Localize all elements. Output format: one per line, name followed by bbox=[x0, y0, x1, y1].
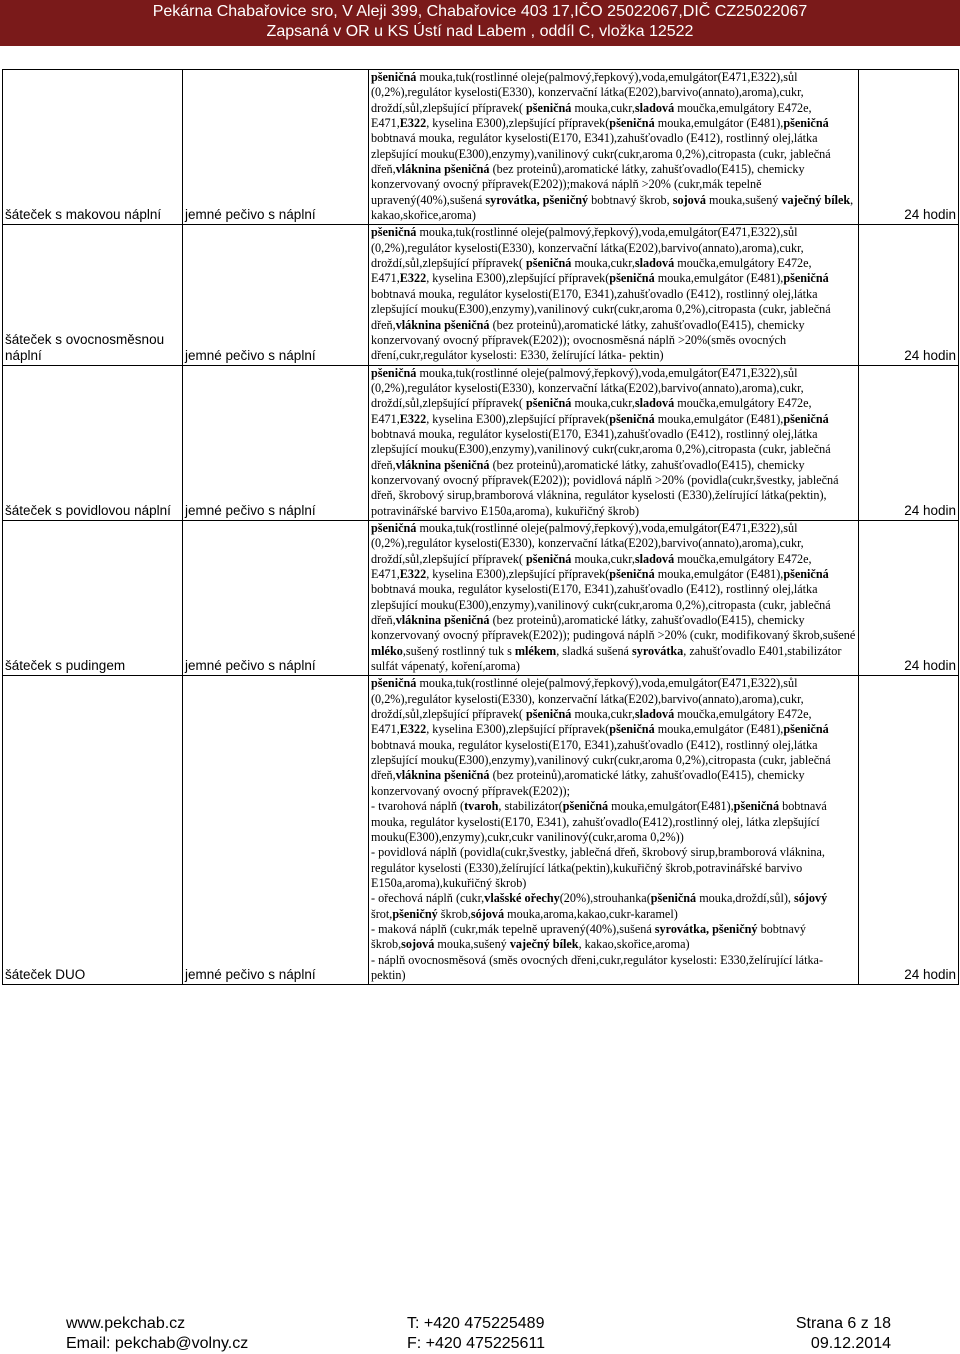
product-composition: pšeničná mouka,tuk(rostlinné oleje(palmový,řepkový),voda,emulgátor(E471,E322),sůl (0,2%),regulátor kyselosti(E330), konzervační látka(E202),barvivo(annato),aroma),cukr, droždí,sůl,zlepšující přípravek( pšeničná mouka,cukr,sladová moučka,emulgátory E472e, E471,E322, kyselina E300),zlepšující přípravek(pšeničná mouka,emulgátor (E481),pšeničná bobtnavá mouka, regulátor kyselosti(E170, E341),zahušťovadlo (E412), rostlinný olej,látka zlepšující mouku(E300),enzymy),vanilinový cukr(cukr,aroma 0,2%),citropasta (cukr, jablečná dřeň,vláknina pšeničná (bez proteinů),aromatické látky, zahušťovadlo(E415), chemicky konzervovaný ovocný přípravek(E202)); pudingová náplň >20% (cukr, modifikovaný škrob,sušené mléko,sušený rostlinný tuk s mlékem, sladká sušená syrovátka, zahušťovadlo E401,stabilizátor sulfát vápenatý, koření,aroma) bbox=[369, 520, 859, 675]
product-shelf-life: 24 hodin bbox=[859, 70, 959, 225]
product-row bbox=[3, 676, 959, 985]
footer-website: www.pekchab.cz bbox=[66, 1315, 186, 1332]
product-shelf-life: 24 hodin bbox=[859, 365, 959, 520]
product-composition: pšeničná mouka,tuk(rostlinné oleje(palmový,řepkový),voda,emulgátor(E471,E322),sůl (0,2%),regulátor kyselosti(E330), konzervační látka(E202),barvivo(annato),aroma),cukr, droždí,sůl,zlepšující přípravek( pšeničná mouka,cukr,sladová moučka,emulgátory E472e, E471,E322, kyselina E300),zlepšující přípravek(pšeničná mouka,emulgátor (E481),pšeničná bobtnavá mouka, regulátor kyselosti(E170, E341),zahušťovadlo (E412), rostlinný olej,látka zlepšující mouku(E300),enzymy),vanilinový cukr(cukr,aroma 0,2%),citropasta (cukr, jablečná dřeň,vláknina pšeničná (bez proteinů),aromatické látky, zahušťovadlo(E415), chemicky konzervovaný ovocný přípravek(E202)); - tvarohová náplň (tvaroh, stabilizátor(pšeničná mouka,emulgátor(E481),pšeničná bobtnavá mouka, regulátor kyselosti(E170, E341), zahušťovadlo(E412),rostlinný olej, látka zlepšující mouku(E300),enzymy),cukr,cukr vanilinový(cukr,aroma 0,2%)) - povidlová náplň (povidla(cukr,švestky, jablečná dřeň, škrobový sirup,bramborová vláknina, regulátor kyselosti (E330),želírující látka(pektin),kukuřičný škrob,potravinářské barvivo E150a,aroma),kukuřičný škrob) - ořechová náplň (cukr,vlašské ořechy(20%),strouhanka(pšeničná mouka,droždí,sůl), sójový šrot,pšeničný škrob,sójová mouka,aroma,kakao,cukr-karamel) - maková náplň (cukr,mák tepelně upravený(40%),sušená syrovátka, pšeničný bobtnavý škrob,sojová mouka,sušený vaječný bílek, kakao,skořice,aroma) - náplň ovocnosměsová (směs ovocných dřeni,cukr,regulátor kyselosti: E330,želírující látka- pektin) bbox=[369, 676, 859, 985]
product-table-body bbox=[3, 70, 959, 985]
footer-email: Email: pekchab@volny.cz bbox=[66, 1335, 249, 1352]
product-name: šáteček DUO bbox=[3, 676, 183, 985]
product-row bbox=[3, 225, 959, 365]
product-shelf-life: 24 hodin bbox=[859, 676, 959, 985]
product-category: jemné pečivo s náplní bbox=[183, 70, 369, 225]
product-category: jemné pečivo s náplní bbox=[183, 520, 369, 675]
product-category: jemné pečivo s náplní bbox=[183, 676, 369, 985]
product-composition: pšeničná mouka,tuk(rostlinné oleje(palmový,řepkový),voda,emulgátor(E471,E322),sůl (0,2%),regulátor kyselosti(E330), konzervační látka(E202),barvivo(annato),aroma),cukr, droždí,sůl,zlepšující přípravek( pšeničná mouka,cukr,sladová moučka,emulgátory E472e, E471,E322, kyselina E300),zlepšující přípravek(pšeničná mouka,emulgátor (E481),pšeničná bobtnavá mouka, regulátor kyselosti(E170, E341),zahušťovadlo (E412), rostlinný olej,látka zlepšující mouku(E300),enzymy),vanilinový cukr(cukr,aroma 0,2%),citropasta (cukr, jablečná dřeň,vláknina pšeničná (bez proteinů),aromatické látky, zahušťovadlo(E415), chemicky konzervovaný ovocný přípravek(E202)); povidlová náplň >20% (povidla(cukr,švestky, jablečná dřeň, škrobový sirup,bramborová vláknina, regulátor kyselosti (E330),želírující látka(pektin), potravinářské barvivo E150a,aroma), kukuřičný škrob) bbox=[369, 365, 859, 520]
product-category: jemné pečivo s náplní bbox=[183, 365, 369, 520]
product-shelf-life: 24 hodin bbox=[859, 225, 959, 365]
product-name: šáteček s povidlovou náplní bbox=[3, 365, 183, 520]
product-shelf-life: 24 hodin bbox=[859, 520, 959, 675]
company-address-line: Pekárna Chabařovice sro, V Aleji 399, Chabařovice 403 17,IČO 25022067,DIČ CZ25022067 bbox=[152, 3, 808, 20]
product-row bbox=[3, 70, 959, 225]
footer-phone: T: +420 475225489 bbox=[407, 1315, 545, 1332]
product-name: šáteček s ovocnosměsnou náplní bbox=[3, 225, 183, 365]
footer-date: 09.12.2014 bbox=[810, 1335, 891, 1352]
footer-fax: F: +420 475225611 bbox=[407, 1335, 546, 1352]
footer-contact-web bbox=[66, 1314, 248, 1354]
footer-contact-phone bbox=[407, 1314, 545, 1354]
product-category: jemné pečivo s náplní bbox=[183, 225, 369, 365]
product-row bbox=[3, 365, 959, 520]
footer-page-info bbox=[796, 1314, 891, 1354]
company-header bbox=[0, 0, 960, 46]
product-composition: pšeničná mouka,tuk(rostlinné oleje(palmový,řepkový),voda,emulgátor(E471,E322),sůl (0,2%),regulátor kyselosti(E330), konzervační látka(E202),barvivo(annato),aroma),cukr, droždí,sůl,zlepšující přípravek( pšeničná mouka,cukr,sladová moučka,emulgátory E472e, E471,E322, kyselina E300),zlepšující přípravek(pšeničná mouka,emulgátor (E481),pšeničná bobtnavá mouka, regulátor kyselosti(E170, E341),zahušťovadlo (E412), rostlinný olej,látka zlepšující mouku(E300),enzymy),vanilinový cukr(cukr,aroma 0,2%),citropasta (cukr, jablečná dřeň,vláknina pšeničná (bez proteinů),aromatické látky, zahušťovadlo(E415), chemicky konzervovaný ovocný přípravek(E202));maková náplň >20% (cukr,mák tepelně upravený(40%),sušená syrovátka, pšeničný bobtnavý škrob, sojová mouka,sušený vaječný bílek, kakao,skořice,aroma) bbox=[369, 70, 859, 225]
product-composition: pšeničná mouka,tuk(rostlinné oleje(palmový,řepkový),voda,emulgátor(E471,E322),sůl (0,2%),regulátor kyselosti(E330), konzervační látka(E202),barvivo(annato),aroma),cukr, droždí,sůl,zlepšující přípravek( pšeničná mouka,cukr,sladová moučka,emulgátory E472e, E471,E322, kyselina E300),zlepšující přípravek(pšeničná mouka,emulgátor (E481),pšeničná bobtnavá mouka, regulátor kyselosti(E170, E341),zahušťovadlo (E412), rostlinný olej,látka zlepšující mouku(E300),enzymy),vanilinový cukr(cukr,aroma 0,2%),citropasta (cukr, jablečná dřeň,vláknina pšeničná (bez proteinů),aromatické látky, zahušťovadlo(E415), chemicky konzervovaný ovocný přípravek(E202)); ovocnosměsná náplň >20%(směs ovocných dření,cukr,regulátor kyselosti: E330, želírující látka- pektin) bbox=[369, 225, 859, 365]
company-registration-line: Zapsaná v OR u KS Ústí nad Labem , oddíl C, vložka 12522 bbox=[266, 23, 694, 40]
footer-page-number: Strana 6 z 18 bbox=[795, 1315, 891, 1332]
product-name: šáteček s makovou náplní bbox=[3, 70, 183, 225]
product-table bbox=[2, 69, 959, 985]
product-name: šáteček s pudingem bbox=[3, 520, 183, 675]
product-row bbox=[3, 520, 959, 675]
